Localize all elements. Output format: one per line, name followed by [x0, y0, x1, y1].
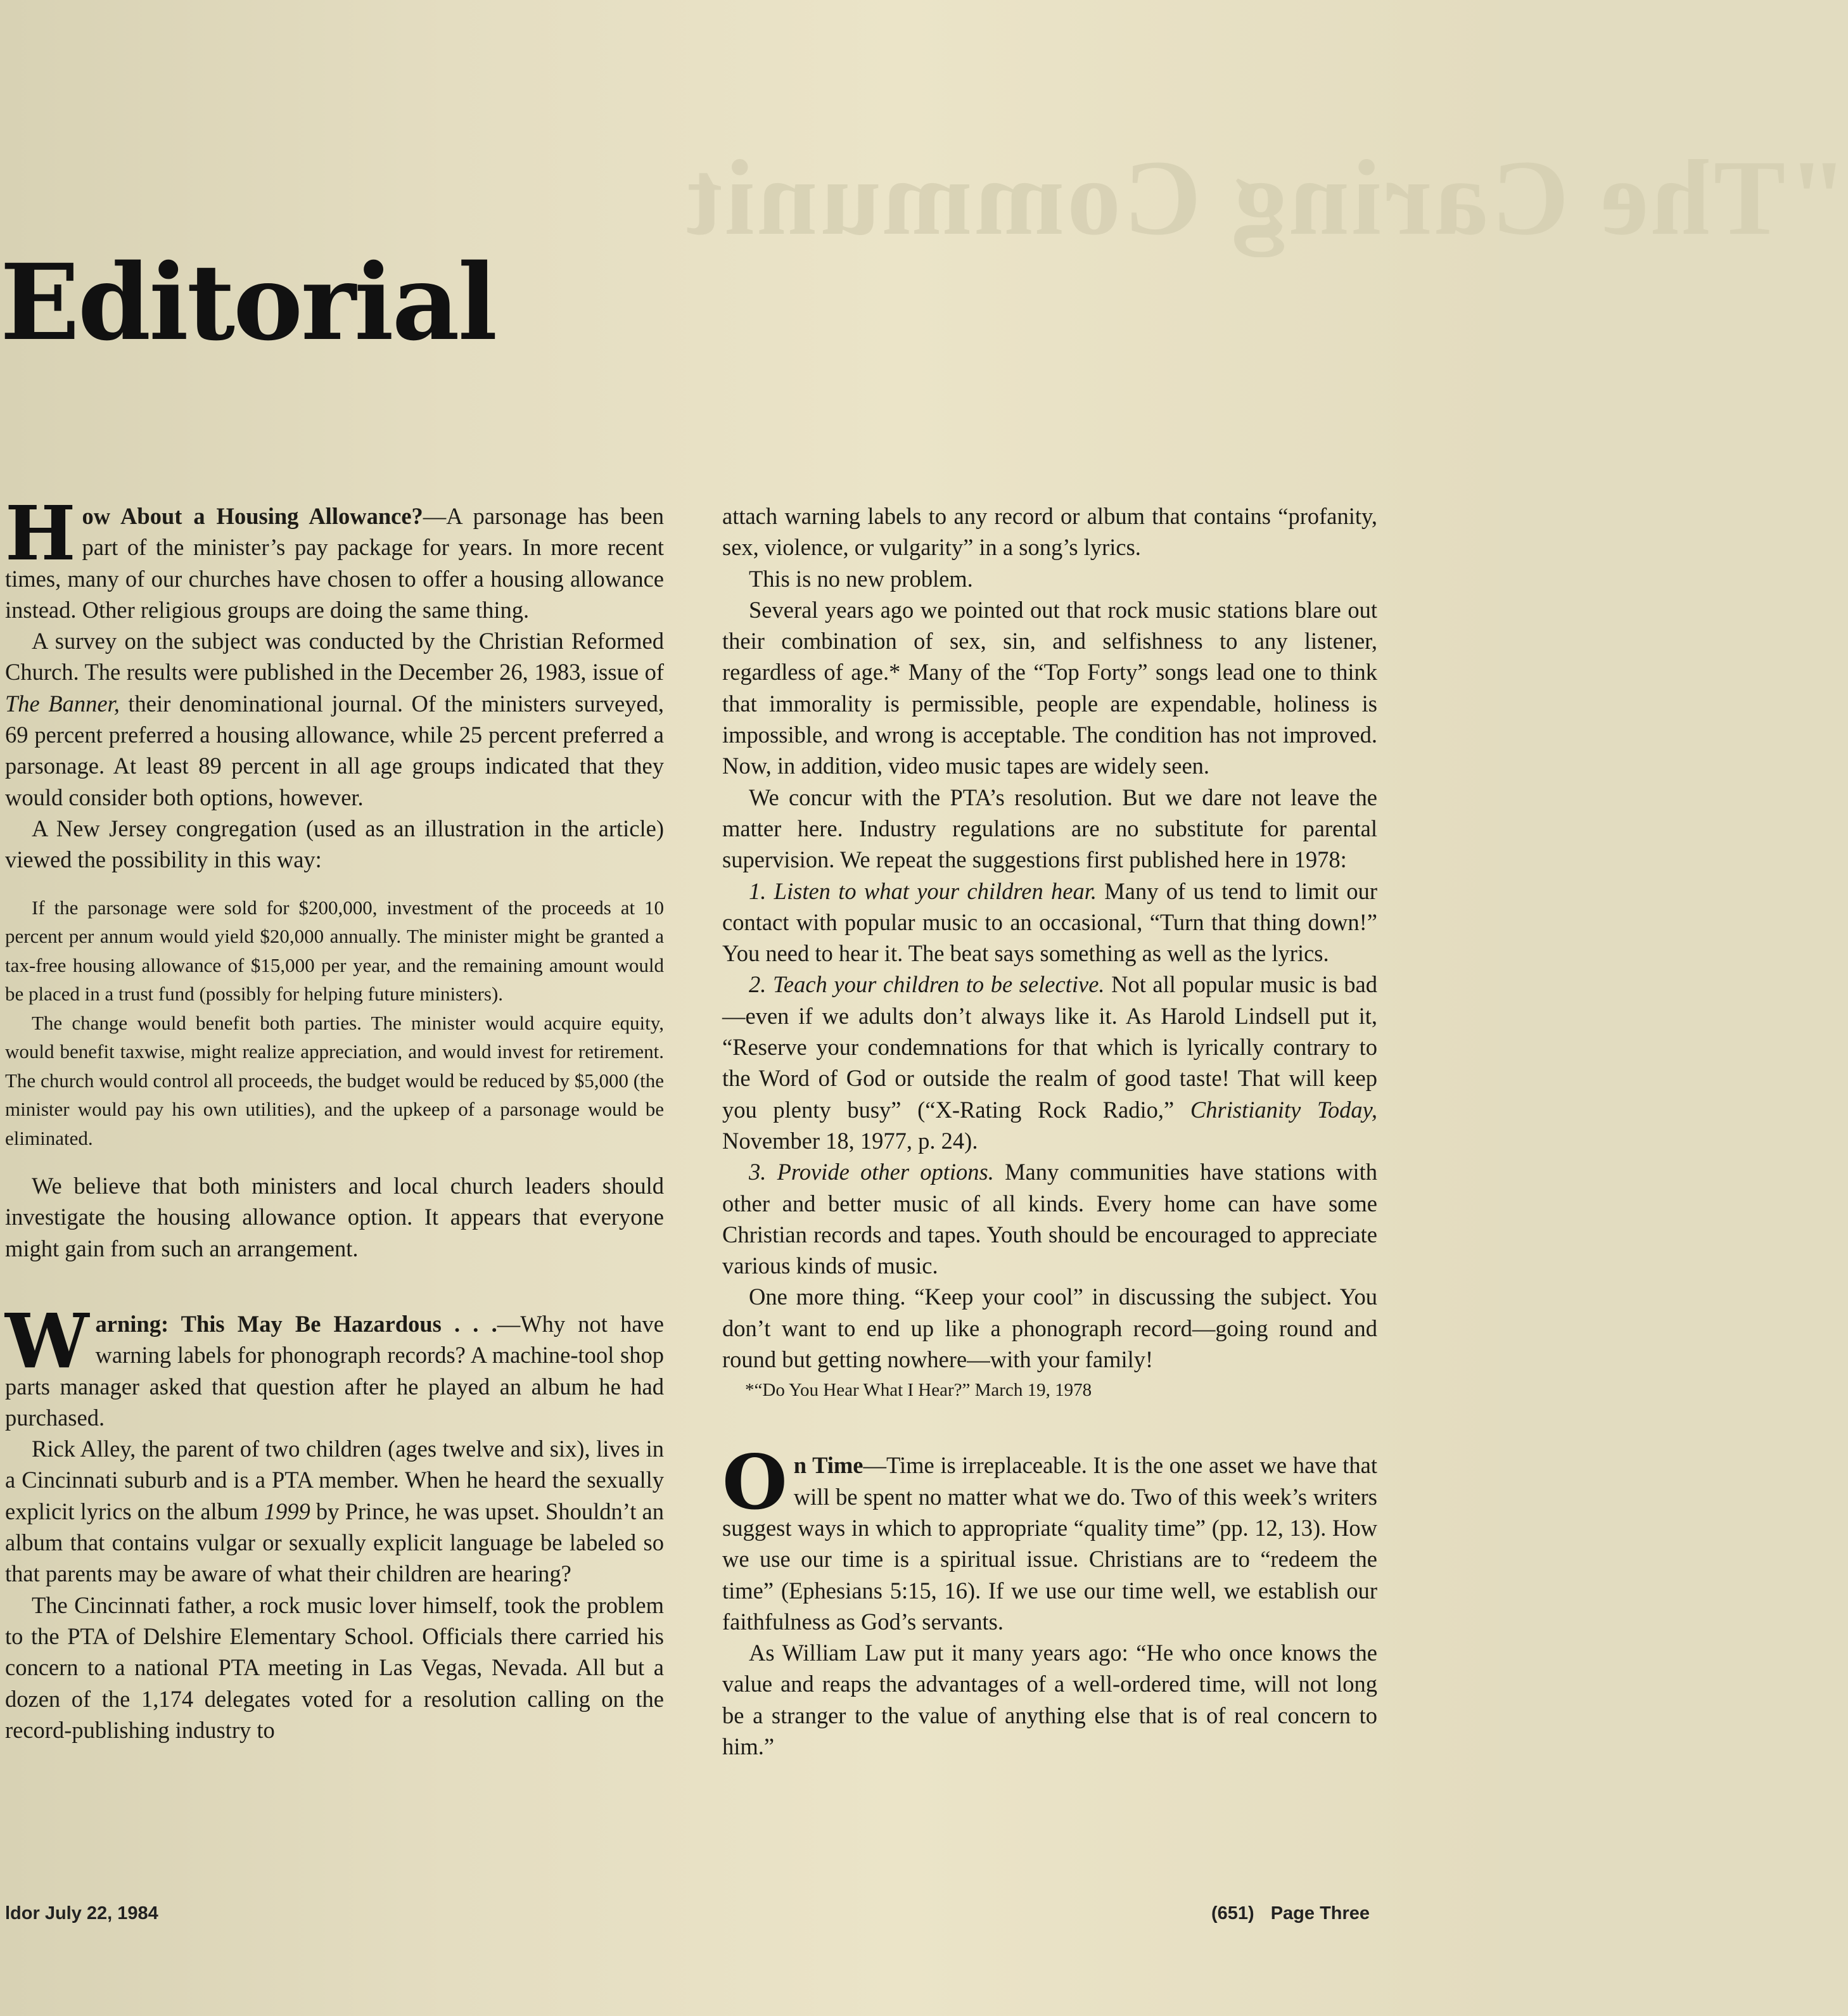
warning-p2-text-a: Rick Alley, the parent of two children (ages twelve and six), lives in a Cincinnati suburb and is a PTA member. When he heard the sexually explicit lyrics on the album — [5, 1436, 664, 1524]
ontime-p1-text: —Time is irreplaceable. It is the one asset we have that will be spent no matter what we do. Two of this week’s writers suggest ways in which to appropriate “quality time” (pp. 12, 13). How we use our time is a spiritual issue. Christians are to “redeem the time” (Ephesians 5:15, 16). If we use our time well, we establish our faithfulness as God’s servants. — [722, 1452, 1377, 1635]
left-column — [5, 489, 664, 1745]
ontime-paragraph-2: As William Law put it many years ago: “He who once knows the value and reaps the advantages of a well-ordered time, will not long be a stranger to the value of anything else that is of real concern to him.” — [722, 1640, 1377, 1759]
page-title: Editorial — [0, 241, 496, 364]
suggestion-3-text: Many communities have stations with other and better music of all kinds. Every home can have some Christian records and tapes. Youth should be encouraged to appreciate various kinds of music. — [722, 1159, 1377, 1279]
page-code: (651) — [1211, 1903, 1254, 1923]
warning-paragraph-6: We concur with the PTA’s resolution. But we dare not leave the matter here. Industry regulations are no substitute for parental supervision. We repeat the suggestions first published here in 1978: — [722, 784, 1377, 873]
housing-quote-paragraph-2: The change would benefit both parties. The minister would acquire equity, would benefit taxwise, might realize appreciation, and would invest for retirement. The church would control all proceeds, the budget would be reduced by $5,000 (the minister would pay his own utilities), and the upkeep of a parsonage would be eliminated. — [5, 1011, 664, 1149]
warning-headline: arning: This May Be Hazardous . . . — [95, 1310, 497, 1337]
warning-paragraph-4: This is no new problem. — [749, 565, 973, 592]
section-spacer — [5, 1264, 664, 1308]
footer-date: ldor July 22, 1984 — [5, 1903, 158, 1923]
dropcap-w: W — [5, 1296, 89, 1385]
housing-p1-text: —A parsonage has been part of the minister’s pay package for years. In more recent times, many of our churches have chosen to offer a housing allowance instead. Other religious groups are doing the same thing. — [5, 503, 664, 623]
footnote: *“Do You Hear What I Hear?” March 19, 1978 — [745, 1380, 1092, 1401]
warning-paragraph-7: One more thing. “Keep your cool” in discussing the subject. You don’t want to end up like a phonograph record—going round and round but getting nowhere—with your family! — [722, 1284, 1377, 1373]
suggestion-1-text: Many of us tend to limit our contact with popular music to an occasional, “Turn that thing down!” You need to hear it. The beat says something as well as the lyrics. — [722, 877, 1377, 967]
housing-paragraph-3: A New Jersey congregation (used as an illustration in the article) viewed the possibility in this way: — [5, 815, 664, 873]
housing-allowance-article — [5, 489, 664, 1264]
dropcap-h: H — [5, 489, 76, 577]
warning-paragraph-3-cont: attach warning labels to any record or album that contains “profanity, sex, violence, or vulgarity” in a song’s lyrics. — [722, 503, 1377, 561]
suggestion-2-title: 2. Teach your children to be selective. — [749, 971, 1105, 998]
bleed-through-title: "The Caring Communit — [684, 138, 1848, 257]
ontime-headline: n Time — [793, 1452, 863, 1479]
right-column — [722, 501, 1377, 1762]
suggestion-1-title: 1. Listen to what your children hear. — [749, 877, 1097, 904]
housing-quote-paragraph-1: If the parsonage were sold for $200,000, investment of the proceeds at 10 percent per annum would yield $20,000 annually. The minister might be granted a tax-free housing allowance of $15,000 per year, and the remaining amount would be placed in a trust fund (possibly for helping future ministers). — [5, 896, 664, 1005]
ontime-paragraph-1 — [722, 1438, 1377, 1637]
housing-paragraph-1 — [5, 489, 664, 625]
warning-article — [5, 1296, 664, 1745]
housing-p2-text-a: A survey on the subject was conducted by the Christian Reformed Church. The results were published in the December 26, 1983, issue of — [5, 628, 664, 686]
suggestion-3 — [722, 1156, 1377, 1281]
album-title: 1999 — [264, 1498, 310, 1524]
section-spacer — [722, 1405, 1377, 1450]
footer-page-number — [1211, 1903, 1370, 1924]
dropcap-o: O — [722, 1438, 787, 1527]
housing-p2-text-b: their denominational journal. Of the ministers surveyed, 69 percent preferred a housing allowance, while 25 percent preferred a parsonage. At least 89 percent in all age groups indicated that they would consider both options, however. — [5, 690, 664, 810]
warning-p1-text: —Why not have warning labels for phonograph records? A machine-tool shop parts manager asked that question after he played an album he had purchased. — [5, 1310, 664, 1431]
warning-paragraph-5: Several years ago we pointed out that rock music stations blare out their combination of sex, sin, and selfishness to any listener, regardless of age.* Many of the “Top Forty” songs lead one to think that immorality is permissible, people are expendable, holiness is impossible, and wrong is acceptable. The condition has not improved. Now, in addition, video music tapes are widely seen. — [722, 596, 1377, 779]
suggestion-2-text-b: November 18, 1977, p. 24). — [722, 1127, 978, 1154]
on-time-article — [722, 1438, 1377, 1762]
suggestion-2 — [722, 969, 1377, 1156]
warning-paragraph-1 — [5, 1296, 664, 1433]
suggestion-1 — [722, 876, 1377, 969]
publication-name: Christianity Today, — [1190, 1096, 1377, 1123]
housing-paragraph-4: We believe that both ministers and local church leaders should investigate the housing allowance option. It appears that everyone might gain from such an arrangement. — [5, 1173, 664, 1261]
housing-headline: ow About a Housing Allowance? — [82, 503, 423, 529]
suggestion-2-text-a: Not all popular music is bad—even if we adults don’t always like it. As Harold Lindsell put it, “Reserve your condemnations for that which is lyrically contrary to the Word of God or outside the realm of good taste! That will keep you plenty busy” (“X-Rating Rock Radio,” — [722, 971, 1377, 1123]
publication-name: The Banner, — [5, 690, 120, 717]
warning-paragraph-2 — [5, 1433, 664, 1589]
warning-article-continued — [722, 501, 1377, 1405]
housing-quote — [5, 893, 664, 1153]
warning-p2-text-b: by Prince, he was upset. Shouldn’t an album that contains vulgar or sexually explicit language be labeled so that parents may be aware of what their children are hearing? — [5, 1498, 664, 1587]
page-label: Page Three — [1270, 1903, 1370, 1923]
warning-paragraph-3: The Cincinnati father, a rock music lover himself, took the problem to the PTA of Delshire Elementary School. Officials there carried his concern to a national PTA meeting in Las Vegas, Nevada. All but a dozen of the 1,174 delegates voted for a resolution calling on the record-publishing industry to — [5, 1592, 664, 1743]
suggestion-3-title: 3. Provide other options. — [749, 1159, 994, 1185]
housing-paragraph-2 — [5, 625, 664, 813]
